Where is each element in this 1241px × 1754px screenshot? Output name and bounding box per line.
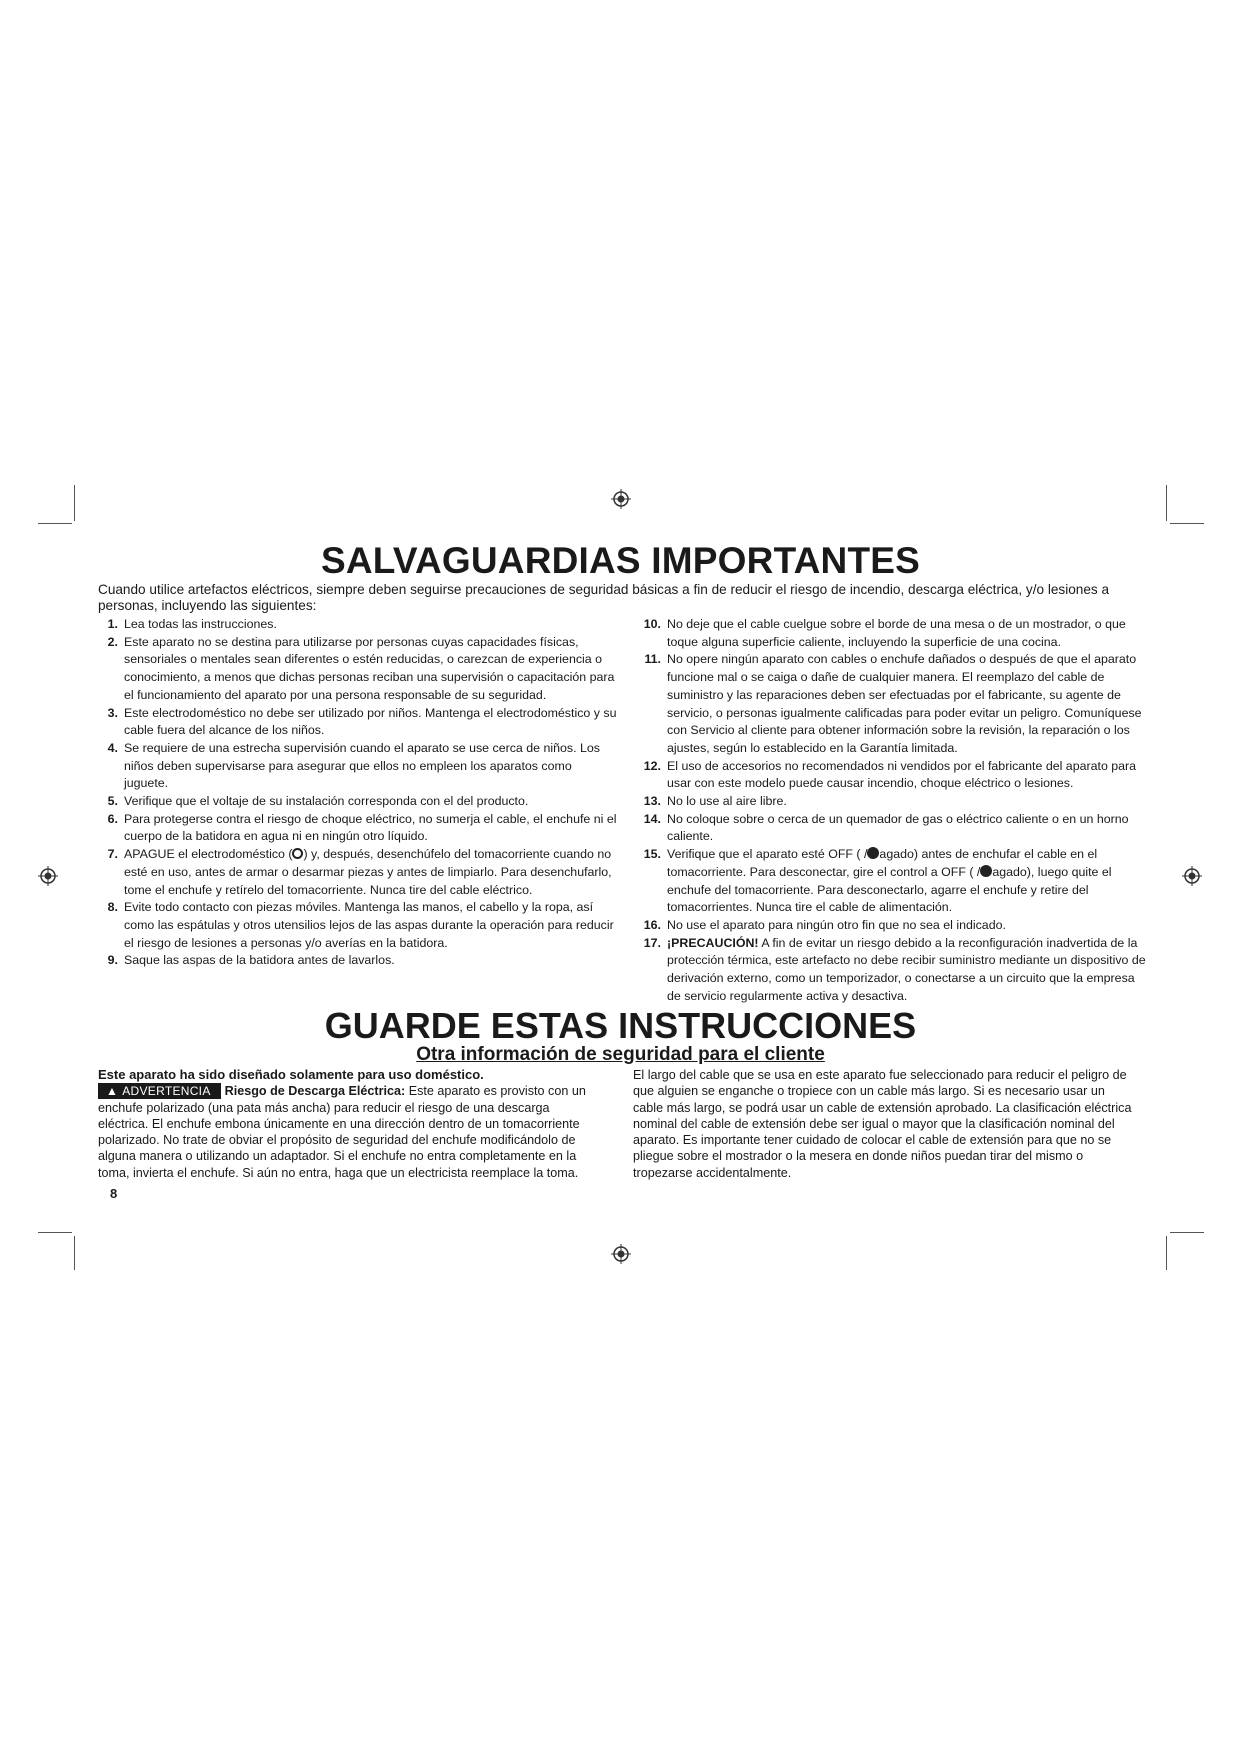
list-item: 9. Saque las aspas de la batidora antes de lavarlos. (107, 953, 395, 968)
registration-mark-icon (611, 489, 631, 509)
intro-paragraph: Cuando utilice artefactos eléctricos, siempre deben seguirse precauciones de seguridad básicas a fin de reducir el riesgo de incendio, descarga eléctrica, y/o lesiones a personas, incluyendo las siguientes: (98, 582, 1110, 613)
warning-badge: ▲ ADVERTENCIA (98, 1083, 221, 1099)
power-off-icon (867, 847, 879, 859)
list-item: 15. Verifique que el aparato esté OFF ( / agado) antes de enchufar el cable en el tomacorriente. Para desconectar, gire el control a OFF ( / agado), luego quite el enchufe del tomacorriente. Para desconectarlo, agarre el enchufe y retire del tomacorrientes. Nunca tire el cable de alimentación. (643, 847, 1112, 915)
list-item: 5. Verifique que el voltaje de su instalación corresponda con el del producto. (107, 794, 529, 809)
crop-mark (38, 523, 72, 524)
registration-mark-icon (611, 1244, 631, 1264)
list-item: 17. ¡PRECAUCIÓN! A fin de evitar un riesgo debido a la reconfiguración inadvertida de la protección térmica, este artefacto no debe recibir suministro mediante un dispositivo de derivación externo, como un temporizador, o conectarse a un circuito que la empresa de servicio regularmente activa y desactiva. (643, 935, 1146, 1003)
save-instructions-heading: GUARDE ESTAS INSTRUCCIONES (324, 1005, 917, 1046)
crop-mark (1170, 523, 1204, 524)
list-item: 7. APAGUE el electrodoméstico ( ) y, después, desenchúfelo del tomacorriente cuando no esté en uso, antes de armar o desarmar piezas y antes de limpiarlo. Para desenchufarlo, tome el enchufe y retírelo del tomacorriente. Nunca tire del cable eléctrico. (107, 847, 612, 897)
registration-mark-icon (1182, 866, 1202, 886)
safeguards-left-column (98, 616, 618, 970)
household-use-section (98, 1067, 598, 1181)
crop-mark (1166, 485, 1167, 521)
polarized-plug-paragraph: ▲ ADVERTENCIA Riesgo de Descarga Eléctrica: Este aparato es provisto con un enchufe polarizado (una pata más ancha) para reducir el riesgo de una descarga eléctrica. El enchufe embona únicamente en una dirección dentro de un tomacorriente polarizado. No trate de obviar el propósito de seguridad del enchufe modificándolo de alguna manera o utilizando un adaptador. Si el enchufe no entra completamente en la toma, invierta el enchufe. Si aún no entra, haga que un electricista reemplace la toma. (98, 1084, 586, 1180)
power-off-icon (292, 848, 303, 859)
list-item: 4. Se requiere de una estrecha supervisión cuando el aparato se use cerca de niños. Los niños deben supervisarse para asegurar que ellos no empleen los aparatos como juguete. (107, 740, 600, 791)
crop-mark (38, 1232, 72, 1233)
list-item: 8. Evite todo contacto con piezas móviles. Mantenga las manos, el cabello y la ropa, así como las espátulas y otros utensilios lejos de las aspas durante la operación para reducir el riesgo de lesiones a personas y/o averías en la batidora. (107, 900, 614, 950)
power-off-icon (980, 865, 992, 877)
registration-mark-icon (38, 866, 58, 886)
list-item: 10. No deje que el cable cuelgue sobre el borde de una mesa o de un mostrador, o que toque alguna superficie caliente, incluyendo la superficie de una cocina. (643, 617, 1126, 649)
crop-mark (1166, 1236, 1167, 1270)
page-number: 8 (110, 1186, 118, 1201)
crop-mark (1170, 1232, 1204, 1233)
list-item: 1. Lea todas las instrucciones. (107, 617, 277, 631)
household-use-heading: Este aparato ha sido diseñado solamente para uso doméstico. (98, 1067, 484, 1082)
warning-triangle-icon: ▲ (106, 1084, 119, 1099)
list-item: 3. Este electrodoméstico no debe ser utilizado por niños. Mantenga el electrodoméstico y su cable fuera del alcance de los niños. (107, 705, 617, 738)
list-item: 11. No opere ningún aparato con cables o enchufe dañados o después de que el aparato funcione mal o se caiga o dañe de cualquier manera. El reemplazo del cable de suministro y las reparaciones deben ser efectuadas por el fabricante, su agente de servicio, o personas igualmente calificadas para poder evitar un peligro. Comuníquese con Servicio al cliente para obtener información sobre la revisión, la reparación o los ajustes, según lo establecido en la Garantía limitada. (644, 652, 1142, 755)
list-item: 12. El uso de accesorios no recomendados ni vendidos por el fabricante del aparato para usar con este modelo puede causar incendio, choque eléctrico o lesiones. (643, 758, 1137, 791)
crop-mark (74, 1236, 75, 1270)
list-item: 6. Para protegerse contra el riesgo de choque eléctrico, no sumerja el cable, el enchufe ni el cuerpo de la batidora en agua ni en ningún otro líquido. (107, 811, 617, 844)
safeguards-right-column (641, 616, 1151, 1005)
page-title: SALVAGUARDIAS IMPORTANTES (320, 540, 921, 581)
list-item: 14. No coloque sobre o cerca de un quemador de gas o eléctrico caliente o en un horno caliente. (643, 811, 1129, 844)
list-item: 2. Este aparato no se destina para utilizarse por personas cuyas capacidades físicas, sensoriales o mentales sean diferentes o estén reducidas, o carezcan de experiencia o conocimiento, a menos que dichas personas reciban una supervisión o capacitación para el funcionamiento del aparato por una persona responsable de su seguridad. (107, 634, 615, 702)
section-subtitle: Otra información de seguridad para el cliente (416, 1044, 825, 1065)
list-item: 16. No use el aparato para ningún otro fin que no sea el indicado. (643, 917, 1006, 932)
crop-mark (74, 485, 75, 521)
list-item: 13. No lo use al aire libre. (643, 794, 787, 809)
cord-length-paragraph: El largo del cable que se usa en este aparato fue seleccionado para reducir el peligro de que alguien se enganche o tropiece con un cable más largo. Si es necesario usar un cable más largo, se podrá usar un cable de extensión aprobado. La clasificación eléctrica nominal del cable de extensión debe ser igual o mayor que la clasificación nominal del aparato. Es importante tener cuidado de colocar el cable de extensión para que no se pliegue sobre el mostrador o la mesera en donde niños puedan tirar del mismo o tropezarse accidentalmente. (633, 1068, 1132, 1180)
